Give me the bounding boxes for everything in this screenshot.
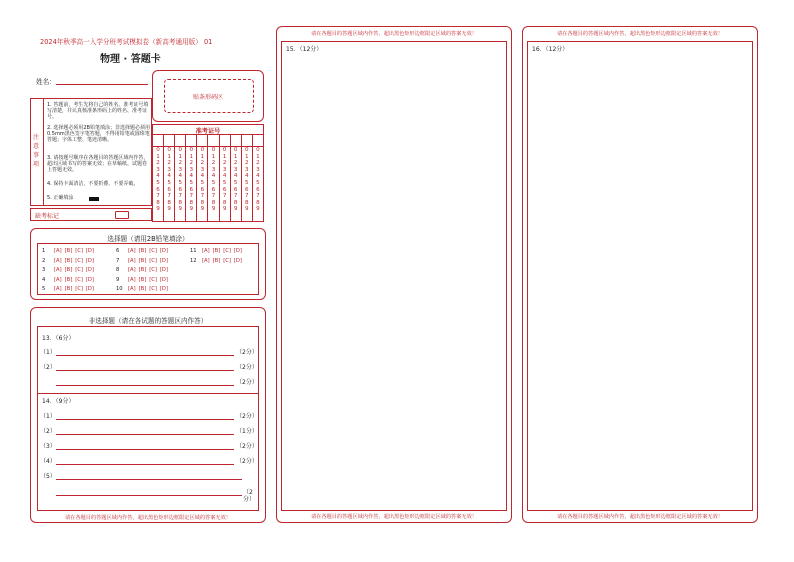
mc-question-number: 10 xyxy=(116,286,123,293)
exam-digit-bubble[interactable]: 4 xyxy=(256,173,260,180)
panel2-warning-top: 请在各题目的答题区域内作答，超出黑色矩形边框限定区域的答案无效！ xyxy=(310,31,477,37)
name-line[interactable] xyxy=(56,84,148,85)
exam-digit-bubble[interactable]: 4 xyxy=(233,173,238,180)
q13-row-2-label: （2） xyxy=(40,364,56,371)
q13-answer-line-3[interactable] xyxy=(56,385,234,386)
mc-option-bubble[interactable]: [C] xyxy=(149,267,157,274)
exam-number-column xyxy=(208,147,219,221)
exam-digit-bubble[interactable]: 6 xyxy=(156,186,160,193)
exam-digit-bubble[interactable]: 3 xyxy=(256,166,260,173)
exam-digit-bubble[interactable]: 3 xyxy=(211,166,216,173)
exam-digit-bubble[interactable]: 5 xyxy=(156,179,160,186)
exam-number-entry-cell[interactable] xyxy=(164,134,175,146)
exam-digit-bubble[interactable]: 4 xyxy=(245,173,249,180)
mc-question-number: 1 xyxy=(42,248,46,254)
q14-row-1-score: （2分） xyxy=(236,413,258,420)
exam-digit-bubble[interactable]: 2 xyxy=(256,160,260,167)
panel3-warning-bottom: 请在各题目的答题区域内作答，超出黑色矩形边框限定区域的答案无效！ xyxy=(556,514,723,520)
mc-option-bubble[interactable]: [D] xyxy=(85,267,94,274)
exam-digit-bubble[interactable]: 4 xyxy=(178,173,183,180)
filled-mark-sample xyxy=(89,197,99,201)
mc-question-number: 12 xyxy=(190,257,197,264)
mc-option-bubble[interactable]: [D] xyxy=(159,267,168,274)
exam-number-entry-cell[interactable] xyxy=(253,134,263,146)
exam-digit-bubble[interactable]: 1 xyxy=(200,153,205,160)
q14-row-2-score: （1分） xyxy=(236,428,258,435)
mc-option-bubble[interactable]: [C] xyxy=(75,257,83,264)
q14-answer-line-1[interactable] xyxy=(56,419,234,420)
mc-question-row xyxy=(116,267,171,273)
mc-question-row xyxy=(190,258,245,264)
q13-row-3-score: （2分） xyxy=(236,379,258,386)
exam-digit-bubble[interactable]: 1 xyxy=(245,153,249,160)
panel1-warning: 请在各题目的答题区域内作答，超出黑色矩形边框限定区域的答案无效！ xyxy=(64,515,231,521)
exam-digit-bubble[interactable]: 3 xyxy=(200,166,205,173)
q14-answer-line-4[interactable] xyxy=(56,464,234,465)
exam-digit-bubble[interactable]: 7 xyxy=(167,193,171,200)
exam-digit-bubble[interactable]: 7 xyxy=(245,193,249,200)
note-item-4: 4. 保持卡面清洁，不要折叠、不要弄破。 xyxy=(47,181,139,187)
q13-answer-line-1[interactable] xyxy=(56,355,234,356)
mc-question-row xyxy=(190,248,245,254)
exam-digit-bubble[interactable]: 6 xyxy=(211,186,216,193)
exam-number-entry-cell[interactable] xyxy=(175,134,186,146)
q14-answer-line-2[interactable] xyxy=(56,434,234,435)
exam-digit-bubble[interactable]: 1 xyxy=(189,153,194,160)
exam-digit-bubble[interactable]: 9 xyxy=(200,206,205,213)
exam-number-entry-cell[interactable] xyxy=(153,134,164,146)
mc-option-bubble[interactable]: [B] xyxy=(138,257,147,264)
mc-option-bubble[interactable]: [D] xyxy=(159,248,168,254)
mc-option-bubble[interactable]: [A] xyxy=(202,257,210,264)
mc-question-row xyxy=(42,248,97,254)
exam-digit-bubble[interactable]: 6 xyxy=(178,186,183,193)
exam-digit-bubble[interactable]: 8 xyxy=(233,199,238,206)
mc-option-bubble[interactable]: [C] xyxy=(223,248,231,254)
mc-option-bubble[interactable]: [D] xyxy=(159,257,168,264)
exam-digit-bubble[interactable]: 8 xyxy=(189,199,194,206)
name-label: 姓名： xyxy=(36,78,56,86)
mc-option-bubble[interactable]: [D] xyxy=(233,257,242,264)
exam-title: 2024年秋季高一入学分班考试模拟卷（新高考通用版） 01 xyxy=(40,38,213,46)
exam-number-column xyxy=(242,147,253,221)
mc-question-row xyxy=(42,286,97,292)
exam-digit-bubble[interactable]: 8 xyxy=(245,199,249,206)
exam-digit-bubble[interactable]: 0 xyxy=(156,147,160,153)
exam-number-column xyxy=(197,147,208,221)
q14-answer-line-5[interactable] xyxy=(56,479,242,480)
mc-option-bubble[interactable]: [C] xyxy=(223,257,231,264)
q14-row-6-score: （2分） xyxy=(243,489,256,503)
mc-option-bubble[interactable]: [B] xyxy=(64,286,73,293)
mc-question-number: 2 xyxy=(42,257,46,264)
exam-digit-bubble[interactable]: 1 xyxy=(178,153,183,160)
note-item-3: 3. 请按题号顺序在各题目的答题区域内作答，超出区域书写的答案无效；在草稿纸、试题卷上答题无效。 xyxy=(47,155,149,173)
subject-title: 物理 · 答题卡 xyxy=(100,54,161,65)
exam-digit-bubble[interactable]: 1 xyxy=(222,153,227,160)
exam-digit-bubble[interactable]: 7 xyxy=(189,193,194,200)
exam-digit-bubble[interactable]: 0 xyxy=(178,147,183,153)
mc-option-bubble[interactable]: [C] xyxy=(149,248,157,254)
mc-option-bubble[interactable]: [D] xyxy=(233,248,242,254)
panel2-warning-bottom: 请在各题目的答题区域内作答，超出黑色矩形边框限定区域的答案无效！ xyxy=(310,514,477,520)
mc-question-row xyxy=(116,248,171,254)
exam-digit-bubble[interactable]: 9 xyxy=(211,206,216,213)
exam-digit-bubble[interactable]: 0 xyxy=(245,147,249,153)
exam-digit-bubble[interactable]: 5 xyxy=(222,179,227,186)
exam-digit-bubble[interactable]: 7 xyxy=(233,193,238,200)
exam-number-entry-cell[interactable] xyxy=(220,134,231,146)
mc-question-row xyxy=(116,277,171,283)
exam-digit-bubble[interactable]: 0 xyxy=(222,147,227,153)
mc-option-bubble[interactable]: [B] xyxy=(212,248,221,254)
exam-number-column xyxy=(231,147,242,221)
exam-digit-bubble[interactable]: 1 xyxy=(233,153,238,160)
q14-row-2-label: （2） xyxy=(40,428,56,435)
exam-digit-bubble[interactable]: 8 xyxy=(200,199,205,206)
exam-digit-bubble[interactable]: 3 xyxy=(167,166,171,173)
mc-question-row xyxy=(42,267,97,273)
mc-option-bubble[interactable]: [B] xyxy=(138,267,147,274)
exam-number-column xyxy=(153,147,164,221)
mc-option-bubble[interactable]: [A] xyxy=(128,276,136,283)
notes-side-label: 注意事项 xyxy=(33,134,40,168)
q13-row-1-score: （2分） xyxy=(236,349,258,356)
exam-digit-bubble[interactable]: 5 xyxy=(256,179,260,186)
mc-option-bubble[interactable]: [D] xyxy=(85,257,94,264)
exam-number-column xyxy=(175,147,186,221)
exam-digit-bubble[interactable]: 8 xyxy=(178,199,183,206)
mc-option-bubble[interactable]: [C] xyxy=(149,286,157,293)
exam-digit-bubble[interactable]: 1 xyxy=(211,153,216,160)
exam-digit-bubble[interactable]: 0 xyxy=(200,147,205,153)
mc-question-number: 3 xyxy=(42,267,46,274)
exam-digit-bubble[interactable]: 9 xyxy=(178,206,183,213)
q13-answer-line-2[interactable] xyxy=(56,370,234,371)
q14-answer-line-6[interactable] xyxy=(56,495,242,496)
exam-digit-bubble[interactable]: 5 xyxy=(178,179,183,186)
q14-answer-line-3[interactable] xyxy=(56,449,234,450)
exam-digit-bubble[interactable]: 1 xyxy=(156,153,160,160)
note-item-5: 5. 正确填涂 xyxy=(47,195,74,201)
exam-digit-bubble[interactable]: 3 xyxy=(178,166,183,173)
q14-row-4-label: （4） xyxy=(40,458,56,465)
mc-option-bubble[interactable]: [B] xyxy=(138,248,147,254)
mc-option-bubble[interactable]: [D] xyxy=(85,276,94,283)
exam-number-entry-cell[interactable] xyxy=(186,134,197,146)
exam-digit-bubble[interactable]: 3 xyxy=(233,166,238,173)
answer-area-15[interactable] xyxy=(281,41,507,511)
exam-digit-bubble[interactable]: 9 xyxy=(256,206,260,213)
exam-digit-bubble[interactable]: 7 xyxy=(200,193,205,200)
exam-digit-bubble[interactable]: 4 xyxy=(189,173,194,180)
q14-row-3-score: （2分） xyxy=(236,443,258,450)
exam-digit-bubble[interactable]: 9 xyxy=(233,206,238,213)
exam-digit-bubble[interactable]: 5 xyxy=(167,179,171,186)
exam-digit-bubble[interactable]: 7 xyxy=(156,193,160,200)
mc-title: 选择题（请用2B铅笔填涂） xyxy=(107,235,189,243)
exam-digit-bubble[interactable]: 2 xyxy=(156,160,160,167)
exam-digit-bubble[interactable]: 5 xyxy=(211,179,216,186)
exam-digit-bubble[interactable]: 0 xyxy=(189,147,194,153)
absent-checkbox[interactable] xyxy=(115,211,129,219)
exam-number-column xyxy=(253,147,263,221)
exam-digit-bubble[interactable]: 2 xyxy=(233,160,238,167)
q13-row-1-label: （1） xyxy=(40,349,56,356)
exam-digit-bubble[interactable]: 0 xyxy=(211,147,216,153)
exam-digit-bubble[interactable]: 4 xyxy=(156,173,160,180)
exam-digit-bubble[interactable]: 9 xyxy=(167,206,171,213)
exam-digit-bubble[interactable]: 2 xyxy=(245,160,249,167)
exam-number-column xyxy=(164,147,175,221)
mc-option-bubble[interactable]: [C] xyxy=(75,248,83,254)
exam-digit-bubble[interactable]: 1 xyxy=(256,153,260,160)
q16-title: 16．（12分） xyxy=(532,46,569,53)
exam-digit-bubble[interactable]: 7 xyxy=(256,193,260,200)
note-item-2: 2. 选择题必须用2B铅笔填涂；非选择题必须用0.5mm黑色签字笔答题，不得用铅笔或圆珠笔答题；字体工整、笔迹清晰。 xyxy=(47,125,150,143)
exam-digit-bubble[interactable]: 3 xyxy=(189,166,194,173)
q14-row-4-score: （2分） xyxy=(236,458,258,465)
exam-digit-bubble[interactable]: 9 xyxy=(156,206,160,213)
q13-row-2-score: （2分） xyxy=(236,364,258,371)
nonmc-title: 非选择题（请在各试题的答题区内作答） xyxy=(88,317,208,325)
exam-digit-bubble[interactable]: 6 xyxy=(222,186,227,193)
exam-digit-bubble[interactable]: 8 xyxy=(211,199,216,206)
mc-question-row xyxy=(42,277,97,283)
mc-option-bubble[interactable]: [A] xyxy=(128,267,136,274)
mc-question-number: 8 xyxy=(116,267,120,274)
mc-option-bubble[interactable]: [A] xyxy=(54,267,62,274)
mc-option-bubble[interactable]: [D] xyxy=(85,248,94,254)
mc-option-bubble[interactable]: [A] xyxy=(54,248,62,254)
mc-question-number: 5 xyxy=(42,286,46,293)
mc-option-bubble[interactable]: [C] xyxy=(149,276,157,283)
exam-digit-bubble[interactable]: 3 xyxy=(222,166,227,173)
exam-digit-bubble[interactable]: 4 xyxy=(222,173,227,180)
mc-option-bubble[interactable]: [B] xyxy=(64,248,73,254)
exam-digit-bubble[interactable]: 7 xyxy=(211,193,216,200)
q14-row-3-label: （3） xyxy=(40,443,56,450)
barcode-label: 贴条形码区 xyxy=(192,94,223,101)
exam-digit-bubble[interactable]: 8 xyxy=(256,199,260,206)
exam-digit-bubble[interactable]: 8 xyxy=(167,199,171,206)
q14-row-1-label: （1） xyxy=(40,413,56,420)
notes-box xyxy=(30,98,152,206)
exam-digit-bubble[interactable]: 7 xyxy=(222,193,227,200)
mc-option-bubble[interactable]: [D] xyxy=(159,286,168,293)
mc-question-number: 11 xyxy=(190,248,197,254)
mc-option-bubble[interactable]: [B] xyxy=(212,257,221,264)
exam-digit-bubble[interactable]: 7 xyxy=(178,193,183,200)
exam-digit-bubble[interactable]: 2 xyxy=(200,160,205,167)
answer-panel-16 xyxy=(522,26,758,523)
mc-option-bubble[interactable]: [A] xyxy=(128,248,136,254)
exam-digit-bubble[interactable]: 1 xyxy=(167,153,171,160)
exam-number-grid xyxy=(152,124,264,222)
exam-number-column xyxy=(220,147,231,221)
exam-digit-bubble[interactable]: 2 xyxy=(167,160,171,167)
mc-option-bubble[interactable]: [C] xyxy=(149,257,157,264)
exam-digit-bubble[interactable]: 5 xyxy=(245,179,249,186)
mc-option-bubble[interactable]: [B] xyxy=(64,276,73,283)
mc-question-row xyxy=(116,258,171,264)
exam-digit-bubble[interactable]: 6 xyxy=(256,186,260,193)
exam-digit-bubble[interactable]: 8 xyxy=(156,199,160,206)
exam-digit-bubble[interactable]: 6 xyxy=(200,186,205,193)
exam-digit-bubble[interactable]: 3 xyxy=(245,166,249,173)
exam-digit-bubble[interactable]: 6 xyxy=(245,186,249,193)
panel3-warning-top: 请在各题目的答题区域内作答，超出黑色矩形边框限定区域的答案无效！ xyxy=(556,31,723,37)
mc-option-bubble[interactable]: [C] xyxy=(75,267,83,274)
note-item-1: 1. 答题前，考生先将自己的姓名、准考证号填写清楚，并认真核准条形码上的姓名、准考证号。 xyxy=(47,102,149,120)
q15-title: 15．（12分） xyxy=(286,46,323,53)
exam-digit-bubble[interactable]: 4 xyxy=(211,173,216,180)
exam-digit-bubble[interactable]: 2 xyxy=(222,160,227,167)
mc-option-bubble[interactable]: [A] xyxy=(202,248,210,254)
mc-question-number: 7 xyxy=(116,257,120,264)
absent-label: 缺考标记 xyxy=(35,213,60,220)
barcode-area xyxy=(152,70,264,122)
mc-option-bubble[interactable]: [A] xyxy=(128,257,136,264)
mc-question-number: 4 xyxy=(42,276,46,283)
absent-box xyxy=(30,208,152,221)
mc-option-bubble[interactable]: [A] xyxy=(128,286,136,293)
mc-option-bubble[interactable]: [C] xyxy=(75,276,83,283)
answer-area-16[interactable] xyxy=(527,41,753,511)
exam-digit-bubble[interactable]: 9 xyxy=(222,206,227,213)
exam-number-entry-cell[interactable] xyxy=(242,134,253,146)
answer-panel-15 xyxy=(276,26,512,523)
exam-digit-bubble[interactable]: 0 xyxy=(256,147,260,153)
exam-digit-bubble[interactable]: 4 xyxy=(200,173,205,180)
mc-option-bubble[interactable]: [A] xyxy=(54,276,62,283)
exam-digit-bubble[interactable]: 5 xyxy=(189,179,194,186)
exam-number-title: 准考证号 xyxy=(195,128,221,135)
exam-digit-bubble[interactable]: 4 xyxy=(167,173,171,180)
exam-digit-bubble[interactable]: 5 xyxy=(200,179,205,186)
exam-digit-bubble[interactable]: 6 xyxy=(167,186,171,193)
mc-question-number: 9 xyxy=(116,276,120,283)
exam-digit-bubble[interactable]: 6 xyxy=(189,186,194,193)
q14-row-5-label: （5） xyxy=(40,473,56,480)
exam-digit-bubble[interactable]: 2 xyxy=(189,160,194,167)
mc-question-row xyxy=(116,286,171,292)
mc-option-bubble[interactable]: [A] xyxy=(54,286,62,293)
nonmc-section xyxy=(30,307,266,523)
exam-digit-bubble[interactable]: 3 xyxy=(156,166,160,173)
exam-digit-bubble[interactable]: 2 xyxy=(211,160,216,167)
mc-option-bubble[interactable]: [B] xyxy=(64,257,73,264)
exam-number-column xyxy=(186,147,197,221)
mc-option-bubble[interactable]: [A] xyxy=(54,257,62,264)
exam-number-entry-cell[interactable] xyxy=(197,134,208,146)
exam-digit-bubble[interactable]: 9 xyxy=(189,206,194,213)
exam-digit-bubble[interactable]: 9 xyxy=(245,206,249,213)
q13-title: 13．（6分） xyxy=(42,335,75,342)
mc-option-bubble[interactable]: [B] xyxy=(138,276,147,283)
exam-digit-bubble[interactable]: 0 xyxy=(233,147,238,153)
exam-digit-bubble[interactable]: 8 xyxy=(222,199,227,206)
exam-digit-bubble[interactable]: 6 xyxy=(233,186,238,193)
exam-digit-bubble[interactable]: 5 xyxy=(233,179,238,186)
mc-option-bubble[interactable]: [D] xyxy=(159,276,168,283)
mc-question-row xyxy=(42,258,97,264)
mc-option-bubble[interactable]: [C] xyxy=(75,286,83,293)
exam-number-entry-cell[interactable] xyxy=(208,134,219,146)
mc-option-bubble[interactable]: [B] xyxy=(64,267,73,274)
q14-title: 14．（9分） xyxy=(42,398,75,405)
exam-number-entry-cell[interactable] xyxy=(231,134,242,146)
mc-question-number: 6 xyxy=(116,248,120,254)
mc-option-bubble[interactable]: [D] xyxy=(85,286,94,293)
exam-digit-bubble[interactable]: 2 xyxy=(178,160,183,167)
exam-digit-bubble[interactable]: 0 xyxy=(167,147,171,153)
mc-section xyxy=(30,228,266,300)
mc-option-bubble[interactable]: [B] xyxy=(138,286,147,293)
